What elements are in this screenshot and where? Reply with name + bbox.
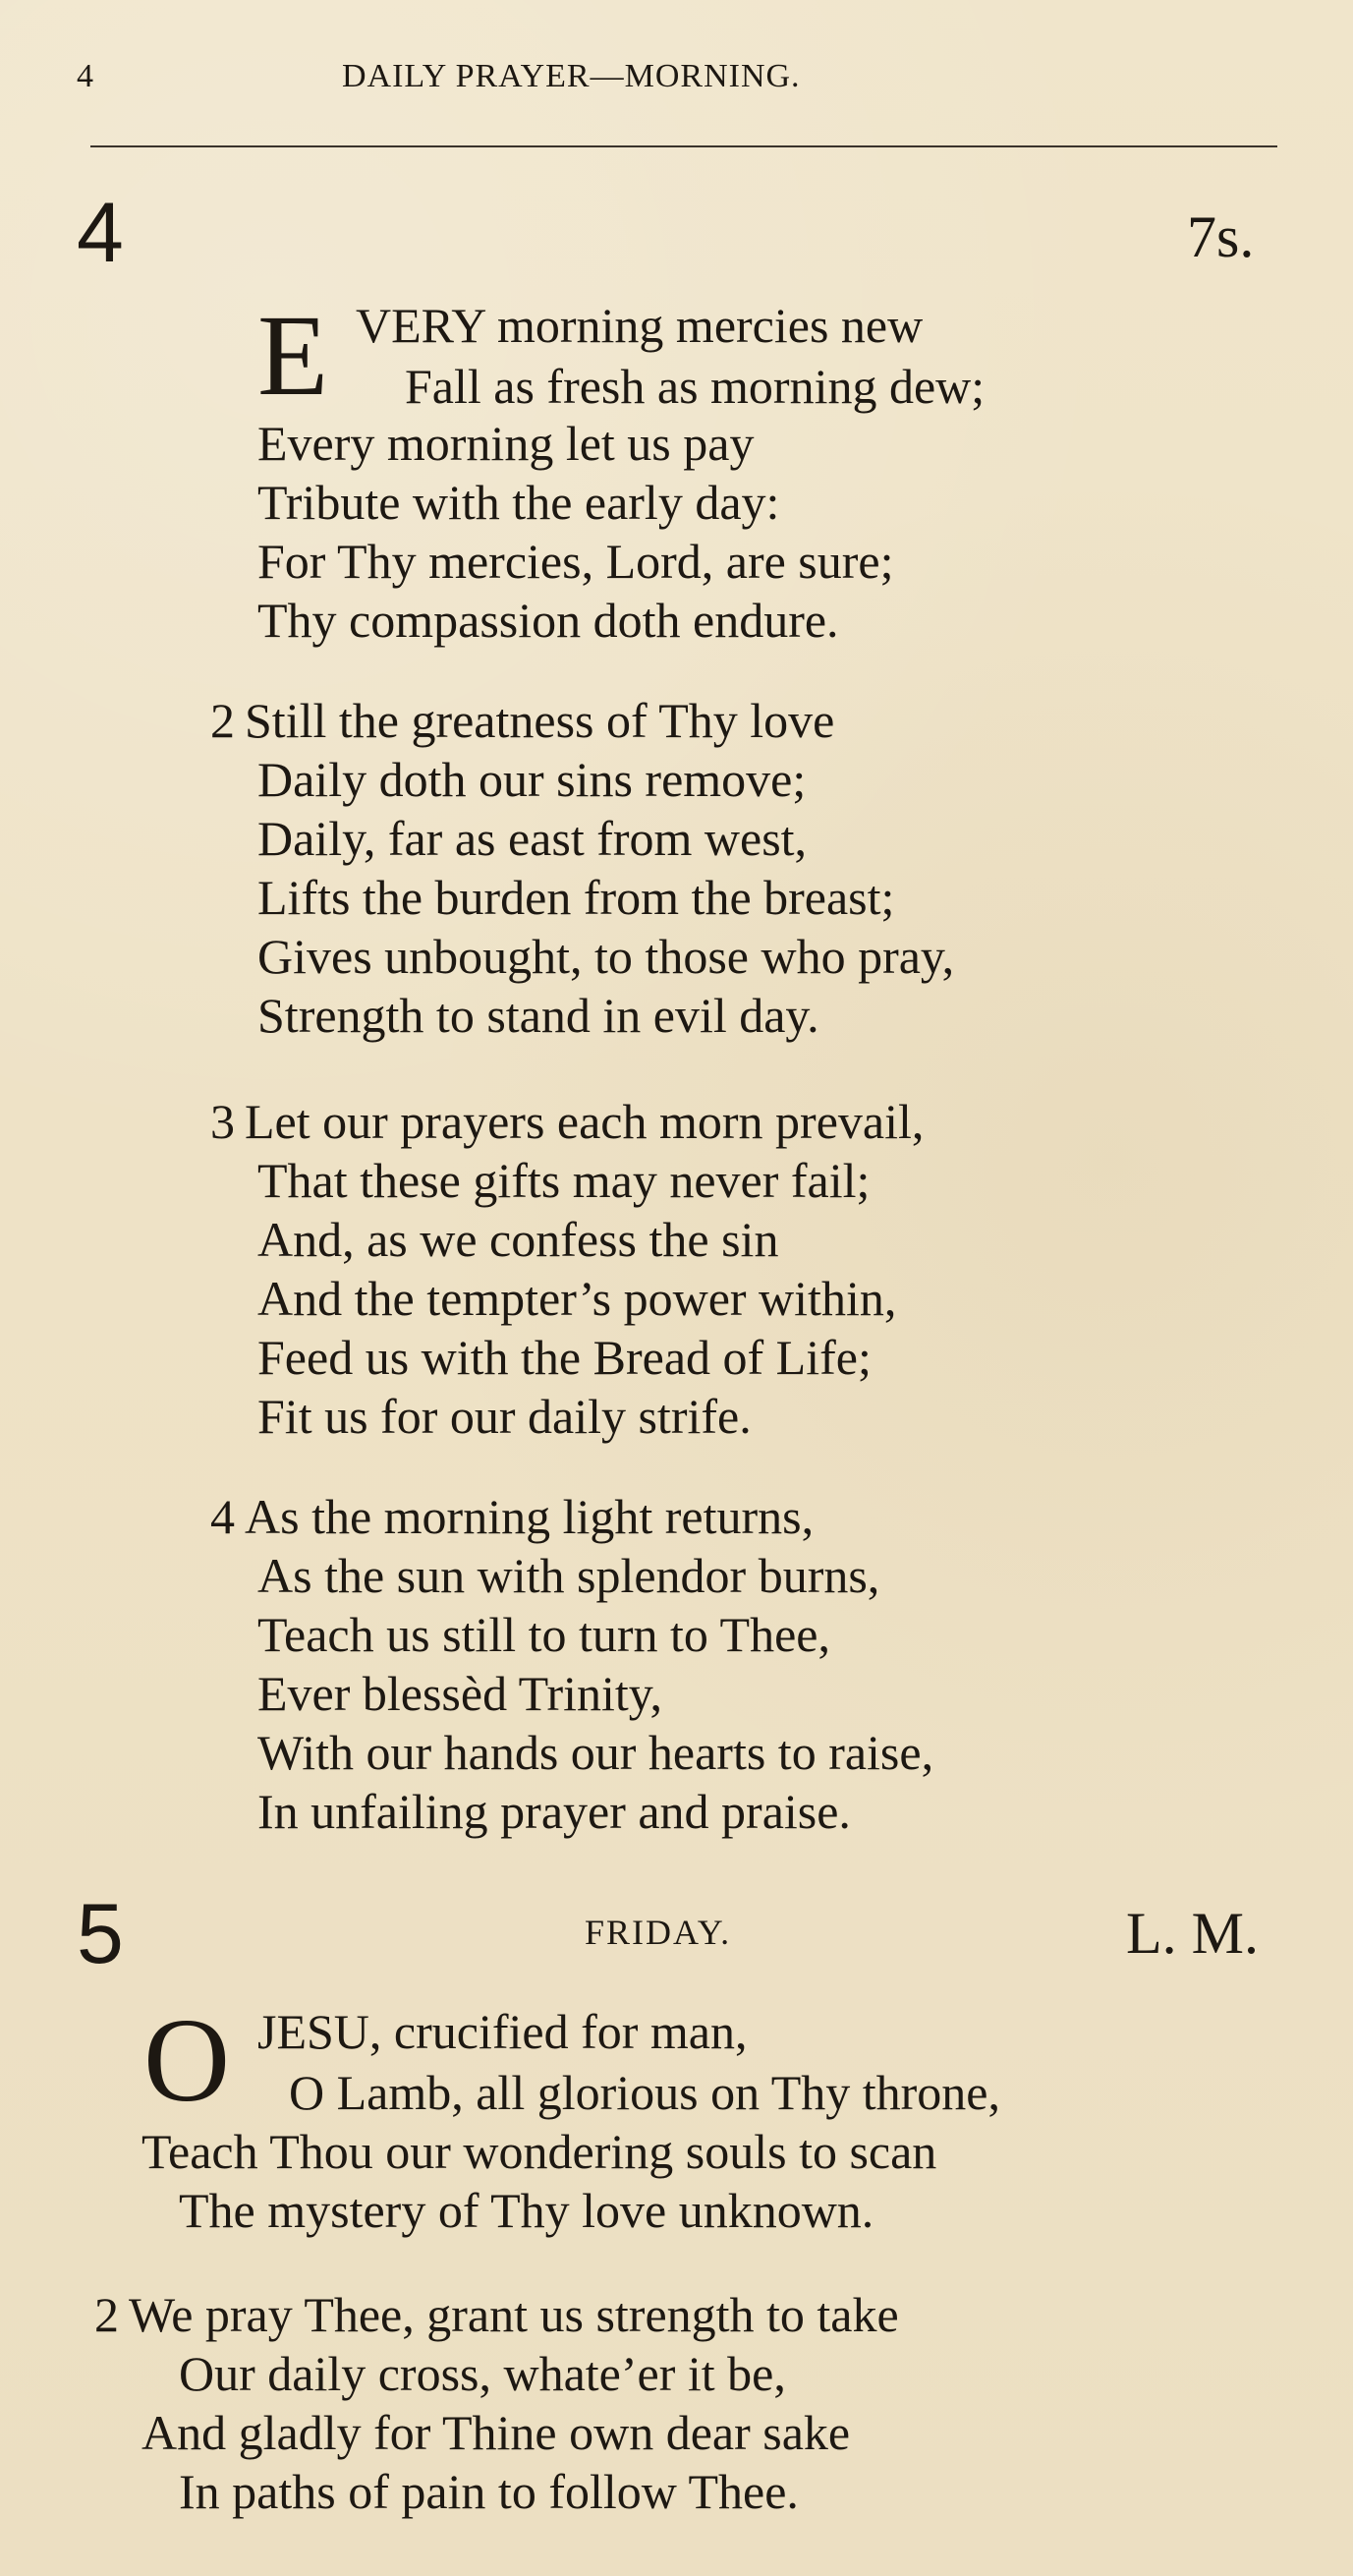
hymn-4-stanza-2-line-5: Gives unbought, to those who pray, [257,929,955,984]
hymn-4-stanza-3-line-5: Feed us with the Bread of Life; [257,1330,872,1385]
hymn-4-stanza-4-line-3: Teach us still to turn to Thee, [257,1607,830,1662]
hymn-4-stanza-2-line-3: Daily, far as east from west, [257,811,808,866]
header-rule [90,145,1277,147]
hymn-4-stanza-4-line-4: Ever blessèd Trinity, [257,1666,663,1721]
hymn-5-stanza-2-line-4: In paths of pain to follow Thee. [179,2464,799,2519]
verse-number: 2 [210,693,235,748]
hymn-4-meter: 7s. [1187,204,1255,269]
hymn-4-stanza-1-line-5: For Thy mercies, Lord, are sure; [257,534,894,589]
hymn-4-stanza-1-line-2: Fall as fresh as morning dew; [405,359,986,414]
hymn-4-stanza-2-line-2: Daily doth our sins remove; [257,752,807,807]
hymn-4-stanza-3-line-1 [210,1094,925,1149]
hymn-4-stanza-1-line-1: VERY morning mercies new [356,298,924,353]
stanza-line: As the morning light returns, [245,1489,815,1544]
dropcap-e: E [257,291,329,420]
hymn-4-stanza-2-line-4: Lifts the burden from the breast; [257,870,895,925]
hymn-4-stanza-2-line-6: Strength to stand in evil day. [257,988,819,1043]
verse-number: 3 [210,1094,235,1149]
hymn-4-number: 4 [77,186,124,280]
hymn-5-stanza-1-line-3: Teach Thou our wondering souls to scan [141,2124,937,2179]
hymn-5-stanza-2-line-1 [94,2287,899,2342]
page-number: 4 [77,58,93,94]
hymn-5-stanza-1-line-1: JESU, crucified for man, [257,2004,748,2059]
hymn-4-stanza-4-line-6: In unfailing prayer and praise. [257,1784,851,1839]
running-head [0,47,1353,106]
hymn-4-stanza-1-line-4: Tribute with the early day: [257,475,780,530]
stanza-line: We pray Thee, grant us strength to take [129,2287,899,2342]
hymn-4-stanza-1-line-6: Thy compassion doth endure. [257,593,839,648]
hymn-4-stanza-4-line-1 [210,1489,815,1544]
dropcap-o: O [143,1994,231,2127]
hymn-5-stanza-2-line-2: Our daily cross, whate’er it be, [179,2346,786,2401]
running-head-title: DAILY PRAYER—MORNING. [342,58,801,94]
hymn-5-day: FRIDAY. [585,1913,732,1952]
hymn-4-stanza-3-line-4: And the tempter’s power within, [257,1271,897,1326]
verse-number: 2 [94,2287,119,2342]
hymn-5-meter: L. M. [1126,1901,1259,1966]
hymn-4-stanza-4-line-2: As the sun with splendor burns, [257,1548,880,1603]
hymn-4-stanza-2-line-1 [210,693,835,748]
hymn-5-number: 5 [77,1887,124,1981]
hymn-5-stanza-2-line-3: And gladly for Thine own dear sake [141,2405,851,2460]
hymn-5-stanza-1-line-4: The mystery of Thy love unknown. [179,2183,874,2238]
hymn-4-stanza-3-line-3: And, as we confess the sin [257,1212,779,1267]
hymn-4-stanza-4-line-5: With our hands our hearts to raise, [257,1725,934,1780]
stanza-line: Still the greatness of Thy love [245,693,835,748]
stanza-line: Let our prayers each morn prevail, [245,1094,925,1149]
verse-number: 4 [210,1489,235,1544]
hymn-4-stanza-3-line-2: That these gifts may never fail; [257,1153,871,1208]
hymn-5-stanza-1-line-2: O Lamb, all glorious on Thy throne, [289,2065,1000,2120]
hymn-4-stanza-3-line-6: Fit us for our daily strife. [257,1389,752,1444]
hymn-4-stanza-1-line-3: Every morning let us pay [257,416,755,471]
